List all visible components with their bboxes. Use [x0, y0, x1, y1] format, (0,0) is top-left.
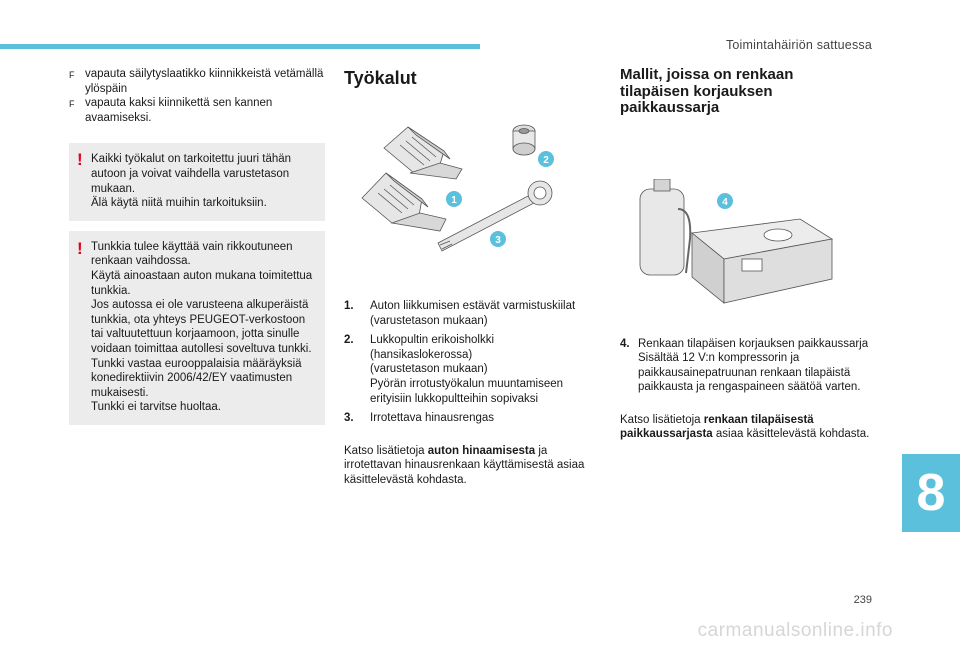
left-column: [69, 67, 325, 425]
warning-box-jack: [69, 231, 325, 425]
ref-text: ja irrotettavan hinausrenkaan käyttämisestä asiaa käsittelevästä kohdasta.: [344, 444, 585, 486]
warning-text: Kaikki työkalut on tarkoitettu juuri tähän autoon ja voivat vaihdella varustetason mukaan. Älä käytä niitä muihin tarkoituksiin.: [91, 153, 292, 210]
item-number: 2.: [344, 334, 354, 347]
warning-text: Tunkkia tulee käyttää vain rikkoutuneen renkaan vaihdossa. Käytä ainoastaan auton mukana toimitettua tunkkia. Jos autossa ei ole varusteena alkuperäistä tunkkia, ota yhteys PEUGEOT-verkostoon tai valtuutettuun korjaamoon, jotta sinulle voidaan toimittaa autollesi soveltuva tunkki. Tunkki vastaa eurooppalaisia määräyksiä konedirektiivin 2006/42/EY vaatimusten mukaisesti. Tunkki ei tarvitse huoltaa.: [91, 240, 313, 414]
item-number: 1.: [344, 300, 354, 312]
bullet-marker: F: [69, 70, 75, 80]
reference-paragraph: [344, 444, 600, 488]
section-title: Toimintahäiriön sattuessa: [725, 38, 872, 52]
callout-1: [446, 191, 462, 207]
ref-text: Katso lisätietoja: [620, 413, 704, 426]
ref-link-towing: auton hinaamisesta: [427, 444, 536, 457]
compressor-icon: [692, 219, 832, 303]
tools-column: [344, 67, 600, 488]
list-item: [344, 299, 600, 328]
callout-2: [538, 151, 554, 167]
warning-box-tools: [69, 143, 325, 220]
svg-text:1: 1: [451, 195, 457, 206]
reference-paragraph: [620, 413, 876, 442]
list-item: [344, 333, 600, 406]
bullet-text: vapauta säilytyslaatikko kiinnikkeistä vetämällä ylöspäin: [85, 68, 324, 95]
ref-text: asiaa käsittelevästä kohdasta.: [712, 428, 870, 441]
list-item: [344, 411, 600, 426]
watermark: carmanualsonline.info: [697, 620, 893, 641]
repair-kit-illustration: [620, 179, 876, 309]
svg-text:4: 4: [722, 196, 728, 208]
tools-illustration: [344, 113, 600, 283]
repair-kit-heading: Mallit, joissa on renkaan tilapäisen korjauksen paikkaussarja: [620, 66, 794, 116]
repair-kit-column: [620, 67, 876, 442]
wheel-chock-icon: [384, 127, 462, 179]
item-text: Lukkopultin erikoisholkki (hansikaslokerossa) (varustetason mukaan) Pyörän irrotustyökalun muuntamiseen erityisiin lukkopultteihin sopivaksi: [370, 334, 564, 405]
warning-icon: !: [77, 238, 83, 258]
item-number: 4.: [620, 337, 630, 350]
bullet-marker: F: [69, 99, 75, 110]
page-number: 239: [853, 594, 872, 606]
bullet-text: vapauta kaksi kiinnikettä sen kannen avaamiseksi.: [85, 97, 273, 124]
chapter-tab: 8: [902, 454, 960, 532]
lock-socket-icon: [513, 125, 535, 155]
item-text: Auton liikkumisen estävät varmistuskiilat (varustetason mukaan): [370, 300, 576, 327]
bullet-item: [69, 96, 325, 125]
sealant-cartridge-icon: [640, 179, 690, 275]
ref-text: Katso lisätietoja: [344, 444, 428, 457]
svg-text:3: 3: [495, 235, 501, 246]
callout-4: [717, 193, 733, 209]
callout-3: [490, 231, 506, 247]
list-item: [620, 337, 876, 395]
item-text: Irrotettava hinausrengas: [370, 412, 495, 425]
svg-text:2: 2: [543, 155, 549, 166]
item-number: 3.: [344, 412, 354, 425]
header-accent-bar: [0, 44, 480, 49]
warning-icon: !: [77, 150, 83, 170]
bullet-item: [69, 67, 325, 96]
item-text: Renkaan tilapäisen korjauksen paikkaussarja Sisältää 12 V:n kompressorin ja paikkausainepatruunan renkaan tilapäistä paikkausta ja rengaspaineen säätöä varten.: [638, 337, 869, 394]
wheel-chock-icon: [362, 173, 446, 231]
tools-heading: Työkalut: [344, 68, 417, 88]
ref-link-repair-kit: renkaan tilapäisestä paikkaussarjasta: [620, 413, 814, 441]
